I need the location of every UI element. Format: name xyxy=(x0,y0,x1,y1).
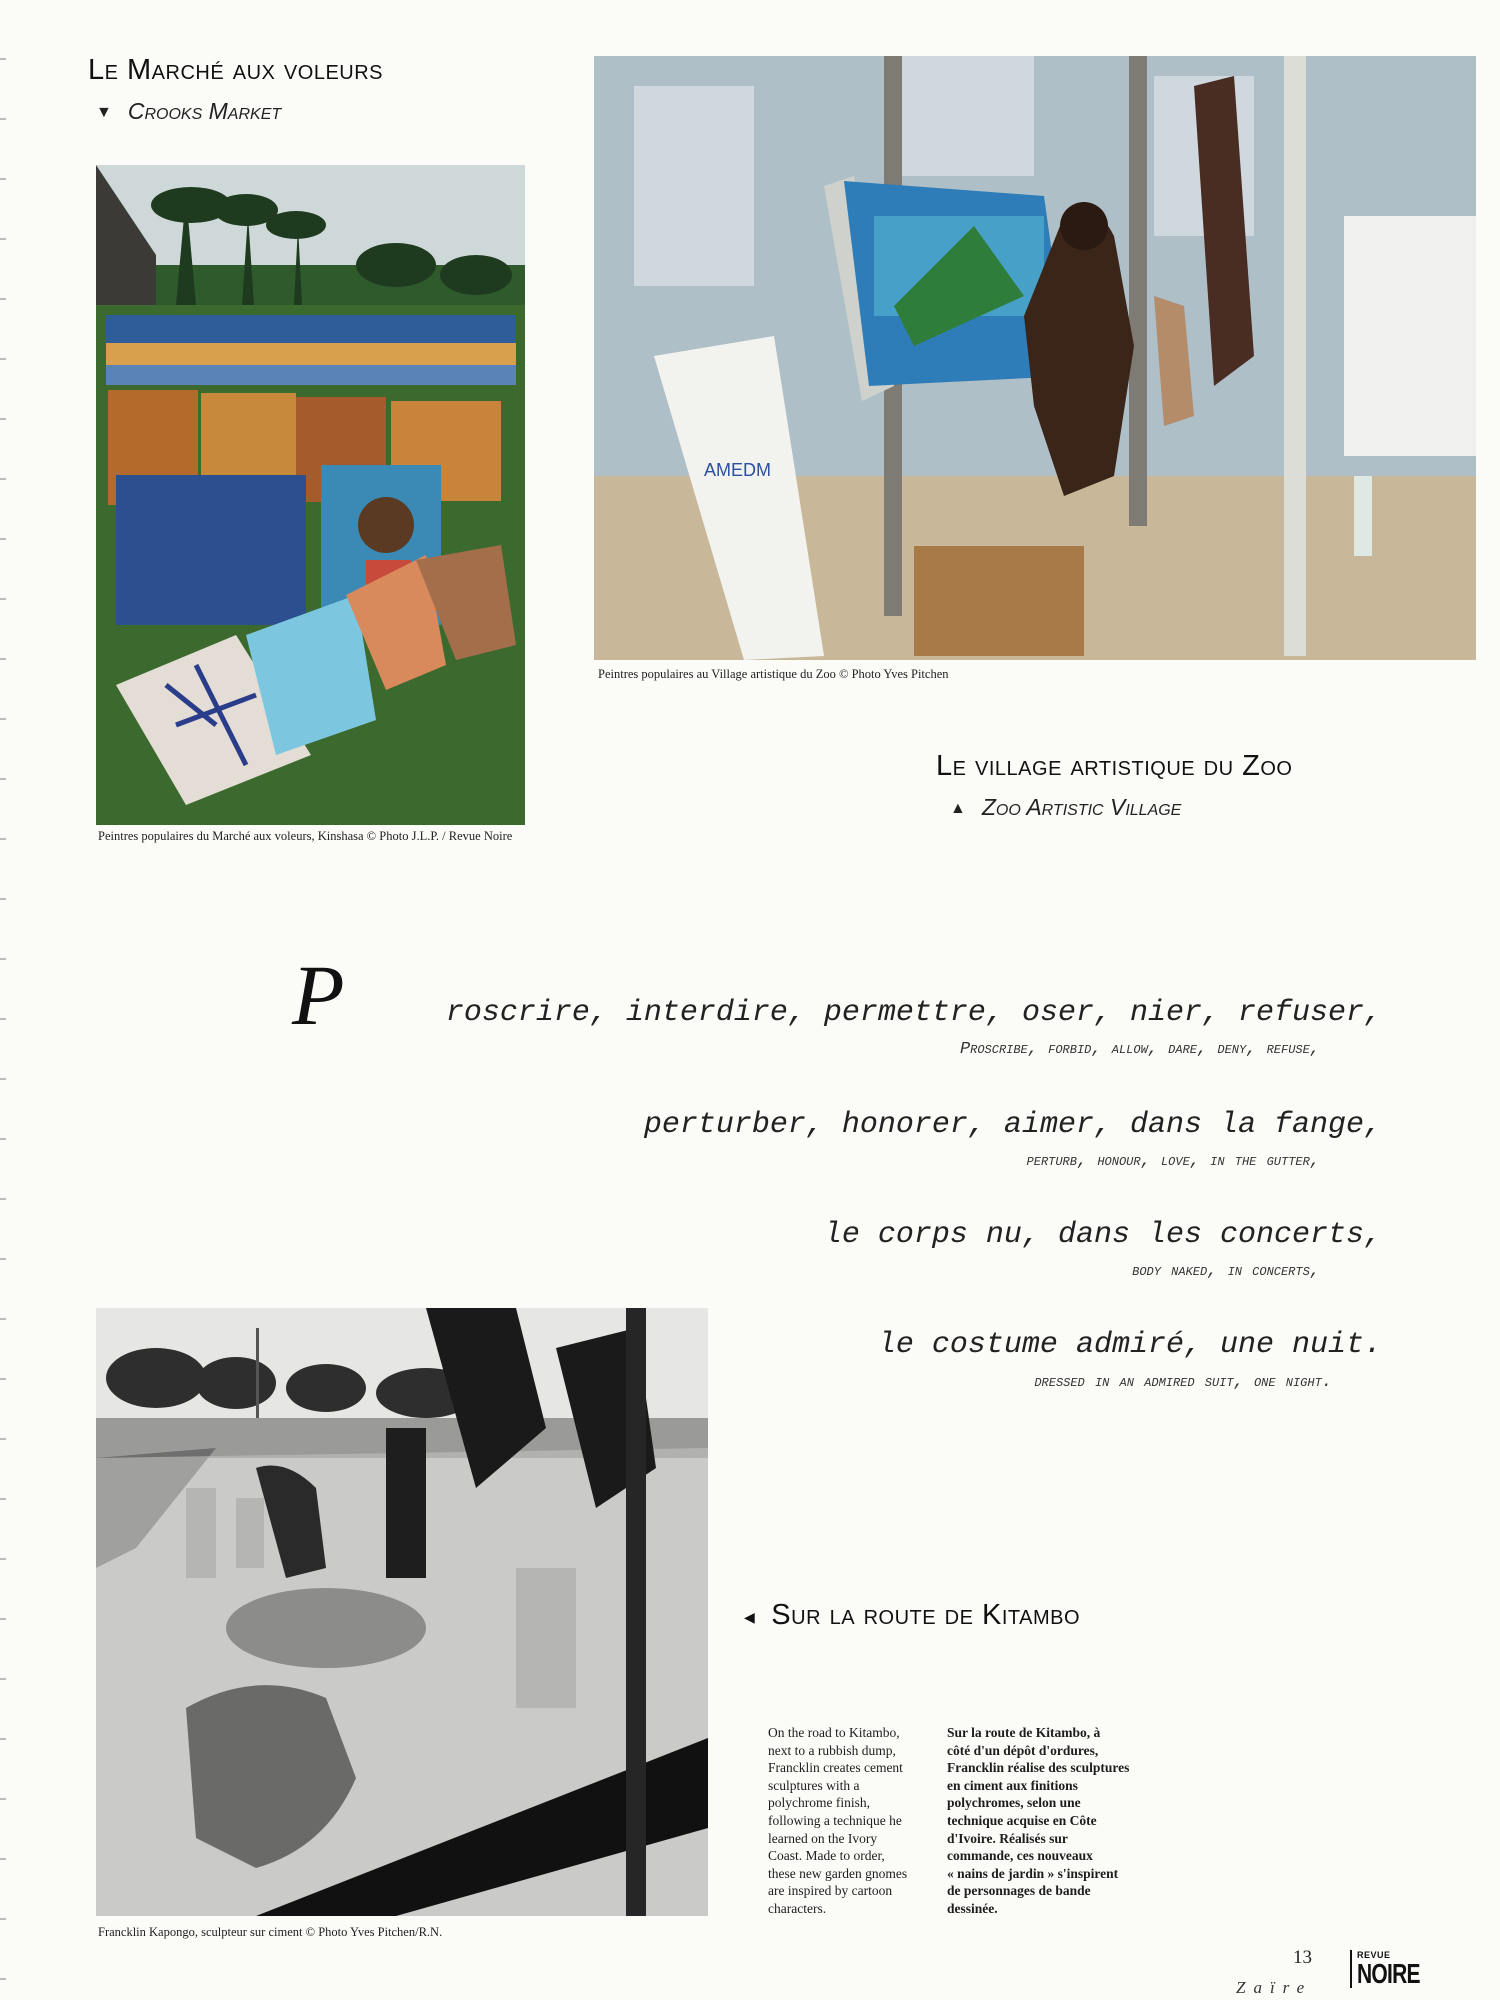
text-line: polychrome finish, xyxy=(768,1795,870,1811)
subtitle-text: Zoo Artistic Village xyxy=(981,794,1182,820)
section-title-zoo-village: Le village artistique du Zoo xyxy=(936,750,1293,782)
section-title-crooks-market: Le Marché aux voleurs xyxy=(88,54,384,86)
subtitle-text: Crooks Market xyxy=(127,98,282,124)
text-line: learned on the Ivory xyxy=(768,1830,878,1846)
poem-line-fr: roscrire, interdire, permettre, oser, nier, refuser, xyxy=(445,996,1382,1030)
caption-zoo-village: Peintres populaires au Village artistique du Zoo © Photo Yves Pitchen xyxy=(598,667,949,681)
text-line: next to a rubbish dump, xyxy=(768,1742,896,1758)
poem-line-en: dressed in an admired suit, one night. xyxy=(1034,1373,1332,1392)
text-line: following a technique he xyxy=(768,1812,902,1828)
title-text: Sur la route de Kitambo xyxy=(771,1599,1081,1631)
logo-main-text: NOIRE xyxy=(1357,1958,1420,1989)
text-line: dessinée. xyxy=(947,1900,998,1916)
section-subtitle-zoo-village xyxy=(950,794,1181,821)
triangle-down-icon: ▼ xyxy=(96,104,112,121)
text-line: de personnages de bande xyxy=(947,1883,1091,1899)
text-line: en ciment aux finitions xyxy=(947,1777,1078,1793)
photo-zoo-village-painter xyxy=(594,56,1476,660)
logo-top-text: REVUE xyxy=(1357,1950,1391,1960)
section-subtitle-crooks-market xyxy=(96,98,281,125)
triangle-left-icon: ◀ xyxy=(744,1609,756,1625)
body-text-fr xyxy=(947,1724,1147,1918)
text-line: commande, ces nouveaux xyxy=(947,1848,1093,1864)
page-edge-marks xyxy=(0,0,6,2000)
poem-line-fr: le corps nu, dans les concerts, xyxy=(823,1218,1382,1252)
page-number: 13 xyxy=(1293,1947,1312,1968)
poem-line-en: perturb, honour, love, in the gutter, xyxy=(1026,1152,1320,1171)
poem-line-en: Proscribe, forbid, allow, dare, deny, refuse, xyxy=(959,1040,1320,1059)
photo-kitambo-sculptor xyxy=(96,1308,708,1916)
photo-crooks-market xyxy=(96,165,525,825)
text-line: sculptures with a xyxy=(768,1777,860,1793)
text-line: Francklin réalise des sculptures xyxy=(947,1760,1130,1776)
text-line: technique acquise en Côte xyxy=(947,1812,1097,1828)
revue-noire-logo xyxy=(1350,1950,1420,1989)
text-line: Sur la route de Kitambo, à xyxy=(947,1725,1101,1740)
svg-text:AMEDM: AMEDM xyxy=(704,460,771,480)
caption-kitambo-sculptor: Francklin Kapongo, sculpteur sur ciment © Photo Yves Pitchen/R.N. xyxy=(98,1925,443,1939)
text-line: On the road to Kitambo, xyxy=(768,1725,900,1740)
body-text-en xyxy=(768,1724,933,1918)
caption-crooks-market: Peintres populaires du Marché aux voleurs, Kinshasa © Photo J.L.P. / Revue Noire xyxy=(98,829,513,843)
text-line: characters. xyxy=(768,1900,827,1916)
poem-line-fr: le costume admiré, une nuit. xyxy=(877,1328,1382,1362)
poem-dropcap: P xyxy=(292,947,345,1043)
text-line: polychromes, selon une xyxy=(947,1795,1081,1811)
text-line: « nains de jardin » s'inspirent xyxy=(947,1865,1119,1881)
text-line: these new garden gnomes xyxy=(768,1865,908,1881)
poem-line-fr: perturber, honorer, aimer, dans la fange, xyxy=(643,1108,1382,1142)
section-tag: Zaïre xyxy=(1236,1978,1313,1997)
text-line: côté d'un dépôt d'ordures, xyxy=(947,1742,1099,1758)
triangle-up-icon: ▲ xyxy=(950,800,966,817)
text-line: Francklin creates cement xyxy=(768,1760,903,1776)
text-line: are inspired by cartoon xyxy=(768,1883,893,1899)
text-line: d'Ivoire. Réalisés sur xyxy=(947,1830,1068,1846)
section-title-kitambo xyxy=(744,1599,1080,1632)
poem-line-en: body naked, in concerts, xyxy=(1132,1262,1320,1281)
text-line: Coast. Made to order, xyxy=(768,1848,885,1864)
